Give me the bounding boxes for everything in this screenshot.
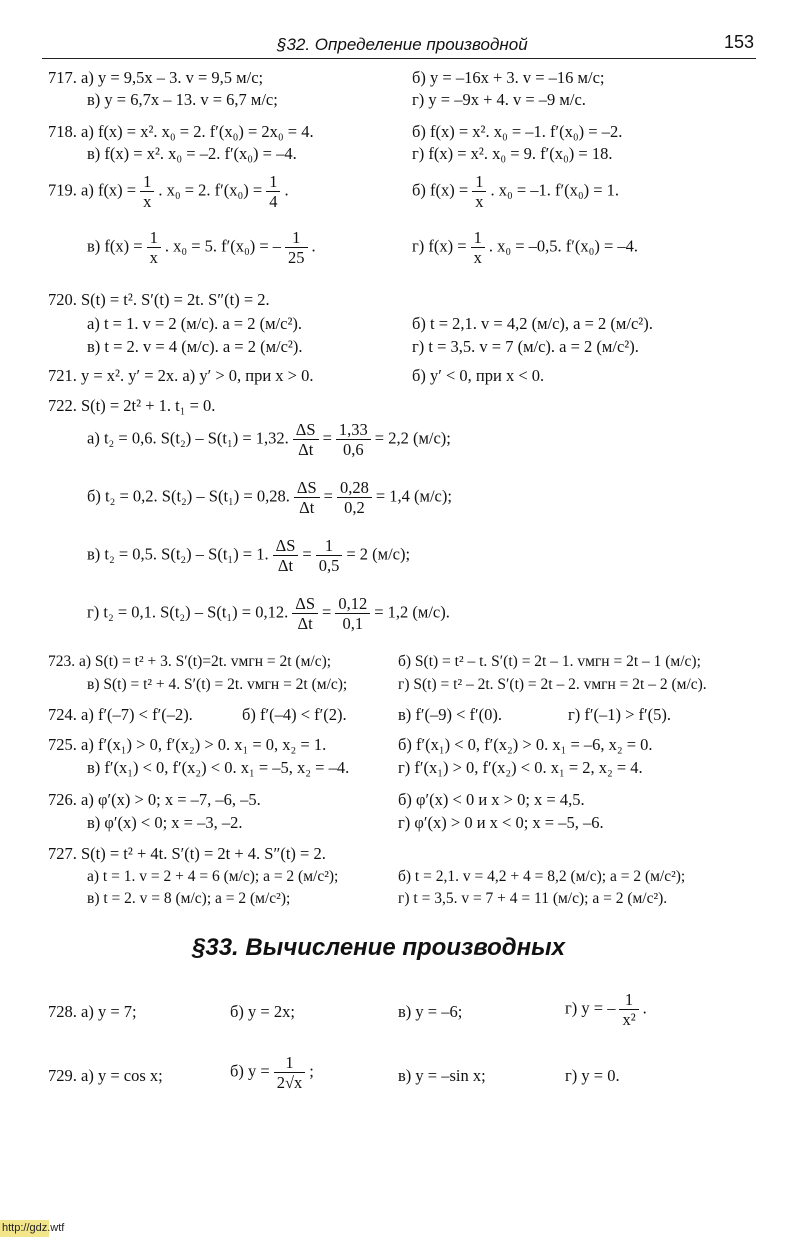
answer-723b: б) S(t) = t² – t. S′(t) = 2t – 1. vмгн = 2t – 1 (м/с);: [398, 653, 701, 670]
fraction: $\frac{1}{x}$: [471, 228, 485, 267]
answer-727d: г) t = 3,5. v = 7 + 4 = 11 (м/с); a = 2 (м/с²).: [398, 890, 668, 907]
answer-720d: г) t = 3,5. v = 7 (м/с). a = 2 (м/с²).: [412, 337, 639, 356]
answer-719c: в) f(x) = $\frac{1}{x}$ . x₀ = 5. f′(x₀) = – $\frac{1}{25}$ .: [87, 228, 316, 267]
answer-721a: 721. y = x². y′ = 2x. а) y′ > 0, при x > 0.: [48, 366, 314, 385]
fraction: $\frac{0,12}{0,1}$: [335, 594, 370, 633]
answer-727b: б) t = 2,1. v = 4,2 + 4 = 8,2 (м/с); a = 2 (м/с²);: [398, 868, 686, 885]
answer-726b: б) φ′(x) < 0 и x > 0; x = 4,5.: [398, 790, 585, 809]
answer-724b: б) f′(–4) < f′(2).: [242, 705, 347, 724]
answer-727a: а) t = 1. v = 2 + 4 = 6 (м/с); a = 2 (м/с²);: [87, 868, 339, 885]
answer-724d: г) f′(–1) > f′(5).: [568, 705, 672, 724]
answer-728d: г) y = – $\frac{1}{\text{x²}}$ .: [565, 990, 647, 1029]
answer-718a: 718. а) f(x) = x². x₀ = 2. f′(x₀) = 2x₀ = 4.: [48, 122, 314, 141]
answer-722c: в) t₂ = 0,5. S(t₂) – S(t₁) = 1. $\frac{\Delta S}{\Delta t}$ = $\frac{1}{0,5}$ = 2 (м/с);: [87, 536, 411, 575]
answer-726a: 726. а) φ′(x) > 0; x = –7, –6, –5.: [48, 790, 261, 809]
answer-721b: б) y′ < 0, при x < 0.: [412, 366, 545, 385]
answer-729d: г) y = 0.: [565, 1066, 620, 1085]
page-number: 153: [723, 32, 754, 52]
answer-720: 720. S(t) = t². S′(t) = 2t. S″(t) = 2.: [48, 290, 270, 309]
answer-719b: б) f(x) = $\frac{1}{x}$ . x₀ = –1. f′(x₀) = 1.: [412, 172, 620, 211]
fraction: $\frac{1}{0,5}$: [316, 536, 343, 575]
page-header: [42, 32, 756, 59]
answer-728b: б) y = 2x;: [230, 1002, 295, 1021]
fraction: $\frac{\Delta S}{\Delta t}$: [293, 420, 319, 459]
answer-722b: б) t₂ = 0,2. S(t₂) – S(t₁) = 0,28. $\frac{\Delta S}{\Delta t}$ = $\frac{0,28}{0,2}$ = 1,4 (м/с);: [87, 478, 452, 517]
answer-726d: г) φ′(x) > 0 и x < 0; x = –5, –6.: [398, 813, 604, 832]
answer-722a: а) t₂ = 0,6. S(t₂) – S(t₁) = 1,32. $\frac{\Delta S}{\Delta t}$ = $\frac{1,33}{0,6}$ = 2,2 (м/с);: [87, 420, 451, 459]
answer-719a: 719. а) f(x) = $\frac{1}{x}$ . x₀ = 2. f′(x₀) = $\frac{1}{4}$ .: [48, 172, 289, 211]
fraction: $\frac{1,33}{0,6}$: [336, 420, 371, 459]
answer-725c: в) f′(x₁) < 0, f′(x₂) < 0. x₁ = –5, x₂ = –4.: [87, 758, 350, 777]
section-title: §33. Вычисление производных: [192, 934, 565, 961]
fraction: $\frac{1}{x}$: [140, 172, 154, 211]
fraction: $\frac{1}{\text{x²}}$: [619, 990, 638, 1029]
answer-720a: а) t = 1. v = 2 (м/с). a = 2 (м/с²).: [87, 314, 303, 333]
answer-724a: 724. а) f′(–7) < f′(–2).: [48, 705, 193, 724]
fraction: $\frac{1}{2√x}$: [274, 1053, 306, 1092]
watermark-link[interactable]: http://gdz.wtf: [0, 1220, 49, 1237]
answer-717a: 717. а) y = 9,5x – 3. v = 9,5 м/с;: [48, 68, 264, 87]
answer-722d: г) t₂ = 0,1. S(t₂) – S(t₁) = 0,12. $\frac{\Delta S}{\Delta t}$ = $\frac{0,12}{0,1}$ = 1,2 (м/с).: [87, 594, 450, 633]
answer-718c: в) f(x) = x². x₀ = –2. f′(x₀) = –4.: [87, 144, 297, 163]
answer-729c: в) y = –sin x;: [398, 1066, 486, 1085]
answer-724c: в) f′(–9) < f′(0).: [398, 705, 503, 724]
answer-728c: в) y = –6;: [398, 1002, 463, 1021]
answer-727c: в) t = 2. v = 8 (м/с); a = 2 (м/с²);: [87, 890, 291, 907]
fraction: $\frac{0,28}{0,2}$: [337, 478, 372, 517]
answer-725a: 725. а) f′(x₁) > 0, f′(x₂) > 0. x₁ = 0, x₂ = 1.: [48, 735, 327, 754]
answer-720c: в) t = 2. v = 4 (м/с). a = 2 (м/с²).: [87, 337, 303, 356]
answer-723a: 723. а) S(t) = t² + 3. S′(t)=2t. vмгн = 2t (м/с);: [48, 653, 332, 670]
fraction: $\frac{1}{25}$: [285, 228, 308, 267]
answer-723d: г) S(t) = t² – 2t. S′(t) = 2t – 2. vмгн = 2t – 2 (м/с).: [398, 676, 707, 693]
answer-723c: в) S(t) = t² + 4. S′(t) = 2t. vмгн = 2t (м/с);: [87, 676, 348, 693]
chapter-title: §32. Определение производной: [277, 35, 528, 54]
answer-729a: 729. а) y = cos x;: [48, 1066, 163, 1085]
answer-717c: в) y = 6,7x – 13. v = 6,7 м/с;: [87, 90, 278, 109]
answer-717d: г) y = –9x + 4. v = –9 м/с.: [412, 90, 586, 109]
answer-720b: б) t = 2,1. v = 4,2 (м/с), a = 2 (м/с²).: [412, 314, 653, 333]
fraction: $\frac{1}{x}$: [472, 172, 486, 211]
answer-727: 727. S(t) = t² + 4t. S′(t) = 2t + 4. S″(t) = 2.: [48, 844, 326, 863]
answer-719d: г) f(x) = $\frac{1}{x}$ . x₀ = –0,5. f′(x₀) = –4.: [412, 228, 639, 267]
answer-718d: г) f(x) = x². x₀ = 9. f′(x₀) = 18.: [412, 144, 613, 163]
answer-728a: 728. а) y = 7;: [48, 1002, 137, 1021]
answer-718b: б) f(x) = x². x₀ = –1. f′(x₀) = –2.: [412, 122, 623, 141]
fraction: $\frac{1}{x}$: [147, 228, 161, 267]
answer-717b: б) y = –16x + 3. v = –16 м/с;: [412, 68, 605, 87]
answer-729b: б) y = $\frac{1}{2√x}$ ;: [230, 1053, 314, 1092]
fraction: $\frac{\Delta S}{\Delta t}$: [292, 594, 318, 633]
answer-726c: в) φ′(x) < 0; x = –3, –2.: [87, 813, 243, 832]
fraction: $\frac{\Delta S}{\Delta t}$: [273, 536, 299, 575]
answer-725b: б) f′(x₁) < 0, f′(x₂) > 0. x₁ = –6, x₂ = 0.: [398, 735, 653, 754]
answer-722: 722. S(t) = 2t² + 1. t₁ = 0.: [48, 396, 216, 415]
fraction: $\frac{\Delta S}{\Delta t}$: [294, 478, 320, 517]
fraction: $\frac{1}{4}$: [266, 172, 280, 211]
answer-725d: г) f′(x₁) > 0, f′(x₂) < 0. x₁ = 2, x₂ = 4.: [398, 758, 643, 777]
